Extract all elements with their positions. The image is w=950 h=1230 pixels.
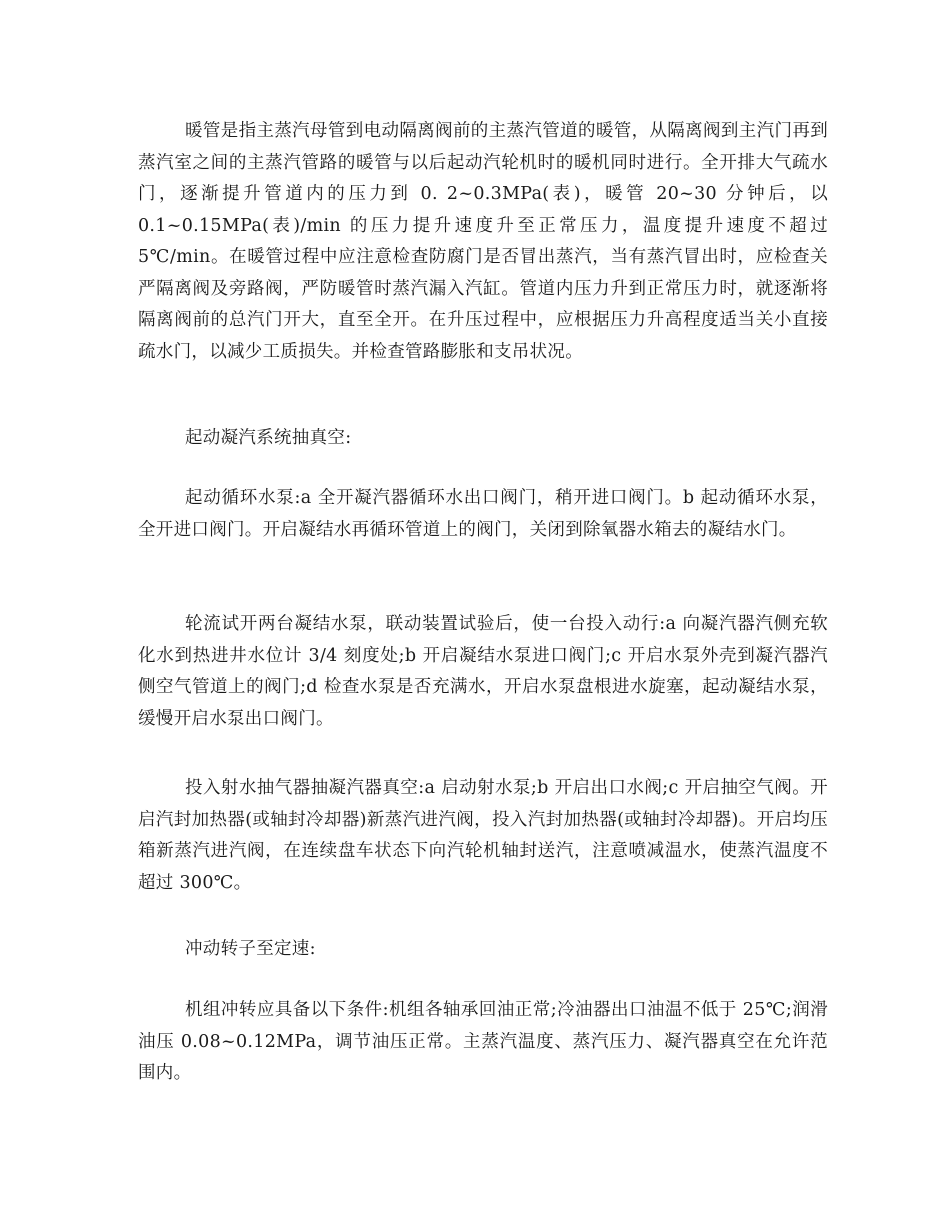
paragraph-pipe-warming: 暖管是指主蒸汽母管到电动隔离阀前的主蒸汽管道的暖管，从隔离阀到主汽门再到蒸汽室之间的主蒸汽管路的暖管与以后起动汽轮机时的暖机同时进行。全开排大气疏水门，逐渐提升管道内的压力到 0. 2~0.3MPa(表)，暖管 20~30 分钟后，以 0.1~0.15MPa(表)/min 的压力提升速度升至正常压力，温度提升速度不超过 5℃/min。在暖管过程中应注意检查防腐门是否冒出蒸汽，当有蒸汽冒出时，应检查关严隔离阀及旁路阀，严防暖管时蒸汽漏入汽缸。管道内压力升到正常压力时，就逐渐将隔离阀前的总汽门开大，直至全开。在升压过程中，应根据压力升高程度适当关小直接疏水门，以减少工质损失。并检查管路膨胀和支吊状况。 [138,121,828,362]
heading-rotor-to-rated-speed: 冲动转子至定速: [185,939,316,959]
paragraph-water-ejector-vacuum: 投入射水抽气器抽凝汽器真空:a 启动射水泵;b 开启出口水阀;c 开启抽空气阀。开启汽封加热器(或轴封冷却器)新蒸汽进汽阀，投入汽封加热器(或轴封冷却器)。开启均压箱新蒸汽进汽阀，在连续盘车状态下向汽轮机轴封送汽，注意喷减温水，使蒸汽温度不超过 300℃。 [138,778,828,893]
paragraph-start-circulating-pump: 起动循环水泵:a 全开凝汽器循环水出口阀门，稍开进口阀门。b 起动循环水泵，全开进口阀门。开启凝结水再循环管道上的阀门，关闭到除氧器水箱去的凝结水门。 [138,488,828,540]
paragraph-roll-conditions: 机组冲转应具备以下条件:机组各轴承回油正常;冷油器出口油温不低于 25℃;润滑油压 0.08~0.12MPa，调节油压正常。主蒸汽温度、蒸汽压力、凝汽器真空在允许范围内。 [138,1000,828,1083]
heading-start-condensing-vacuum: 起动凝汽系统抽真空: [185,428,352,448]
paragraph-condensate-pump-trial: 轮流试开两台凝结水泵，联动装置试验后，使一台投入动行:a 向凝汽器汽侧充软化水到热进井水位计 3/4 刻度处;b 开启凝结水泵进口阀门;c 开启水泵外壳到凝汽器汽侧空气管道上的阀门;d 检查水泵是否充满水，开启水泵盘根进水旋塞，起动凝结水泵，缓慢开启水泵出口阀门。 [138,614,828,729]
